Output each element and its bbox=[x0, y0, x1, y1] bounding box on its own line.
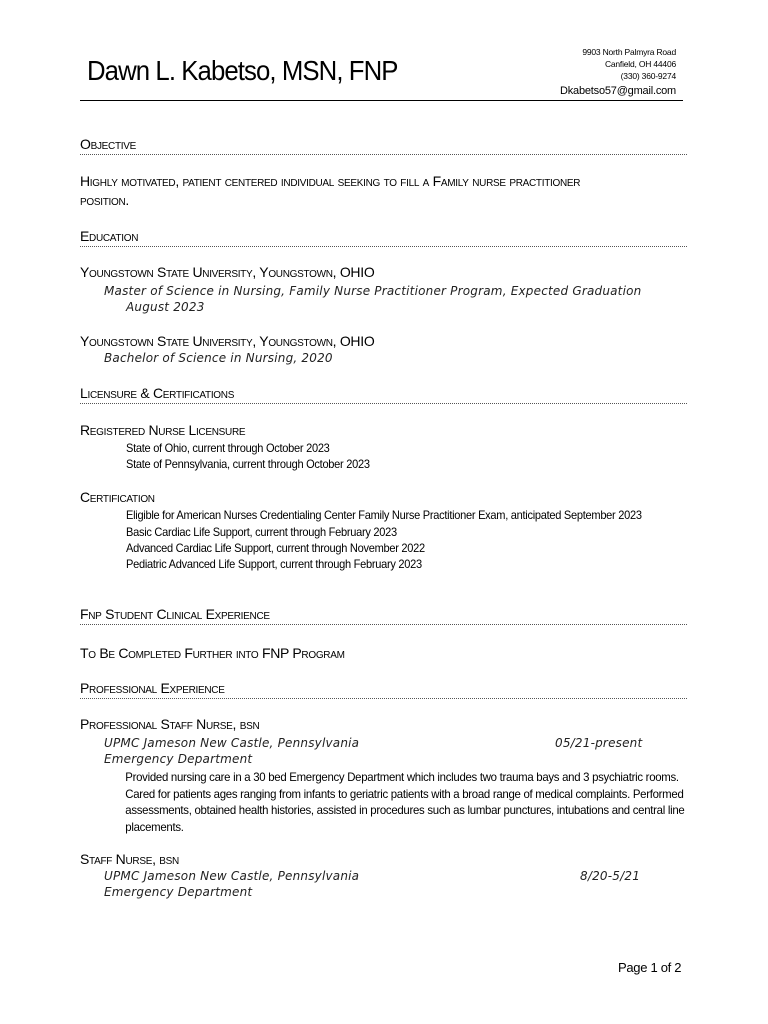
job-dates: 05/21-present bbox=[555, 736, 643, 750]
certification-item: Basic Cardiac Life Support, current through February 2023 bbox=[126, 525, 397, 539]
resume-name: Dawn L. Kabetso, MSN, FNP bbox=[87, 55, 398, 86]
certification-item: Advanced Cardiac Life Support, current through November 2022 bbox=[126, 541, 425, 555]
job-department: Emergency Department bbox=[104, 752, 253, 766]
job-employer: UPMC Jameson New Castle, Pennsylvania bbox=[104, 869, 360, 883]
job-title: Professional Staff Nurse, bsn bbox=[80, 716, 260, 732]
certification-heading: Certification bbox=[80, 489, 155, 505]
fnp-clinical-heading: Fnp Student Clinical Experience bbox=[80, 606, 687, 625]
professional-heading: Professional Experience bbox=[80, 680, 687, 699]
objective-line-1: Highly motivated, patient centered individual seeking to fill a Family nurse practitioner bbox=[80, 173, 581, 189]
job-title: Staff Nurse, bsn bbox=[80, 851, 179, 867]
education-school-2: Youngstown State University, Youngstown, OHIO bbox=[80, 333, 375, 349]
objective-heading: Objective bbox=[80, 136, 687, 155]
job-description bbox=[126, 769, 686, 835]
certification-item: Pediatric Advanced Life Support, current through February 2023 bbox=[126, 557, 422, 571]
phone-number: (330) 360-9274 bbox=[620, 71, 676, 81]
address-line-2: Canfield, OH 44406 bbox=[604, 59, 676, 69]
job-description-text: Provided nursing care in a 30 bed Emergency Department which includes two trauma bays and 3 psychiatric rooms. Cared for patients ages ranging from infants to geriatric patients with a broad range of medical complaints. Performed assessments, obtained health histories, assisted in procedures such as lumbar punctures, intubations and central line placements. bbox=[125, 770, 685, 834]
licensure-heading: Licensure & Certifications bbox=[80, 385, 687, 404]
education-degree-2: Bachelor of Science in Nursing, 2020 bbox=[104, 351, 333, 365]
rn-licensure-heading: Registered Nurse Licensure bbox=[80, 422, 246, 438]
rn-license-item: State of Ohio, current through October 2023 bbox=[126, 441, 330, 455]
job-department: Emergency Department bbox=[104, 885, 253, 899]
contact-block bbox=[560, 46, 676, 98]
education-degree-1-line-1: Master of Science in Nursing, Family Nurse Practitioner Program, Expected Graduation bbox=[104, 284, 642, 298]
objective-text bbox=[80, 170, 680, 211]
education-heading: Education bbox=[80, 228, 687, 247]
header-divider bbox=[80, 100, 683, 101]
education-school-1: Youngstown State University, Youngstown, OHIO bbox=[80, 264, 375, 280]
email-address[interactable]: Dkabetso57@gmail.com bbox=[560, 85, 676, 97]
certification-item: Eligible for American Nurses Credentialing Center Family Nurse Practitioner Exam, anticipated September 2023 bbox=[126, 508, 642, 522]
page-number: Page 1 of 2 bbox=[618, 960, 682, 975]
education-degree-1-line-2: August 2023 bbox=[126, 300, 205, 314]
objective-line-2: position. bbox=[80, 192, 129, 208]
job-dates: 8/20-5/21 bbox=[580, 869, 641, 883]
job-employer: UPMC Jameson New Castle, Pennsylvania bbox=[104, 736, 360, 750]
fnp-clinical-subheading: To Be Completed Further into FNP Program bbox=[80, 645, 345, 661]
rn-license-item: State of Pennsylvania, current through October 2023 bbox=[126, 457, 370, 471]
address-line-1: 9903 North Palmyra Road bbox=[582, 47, 676, 57]
